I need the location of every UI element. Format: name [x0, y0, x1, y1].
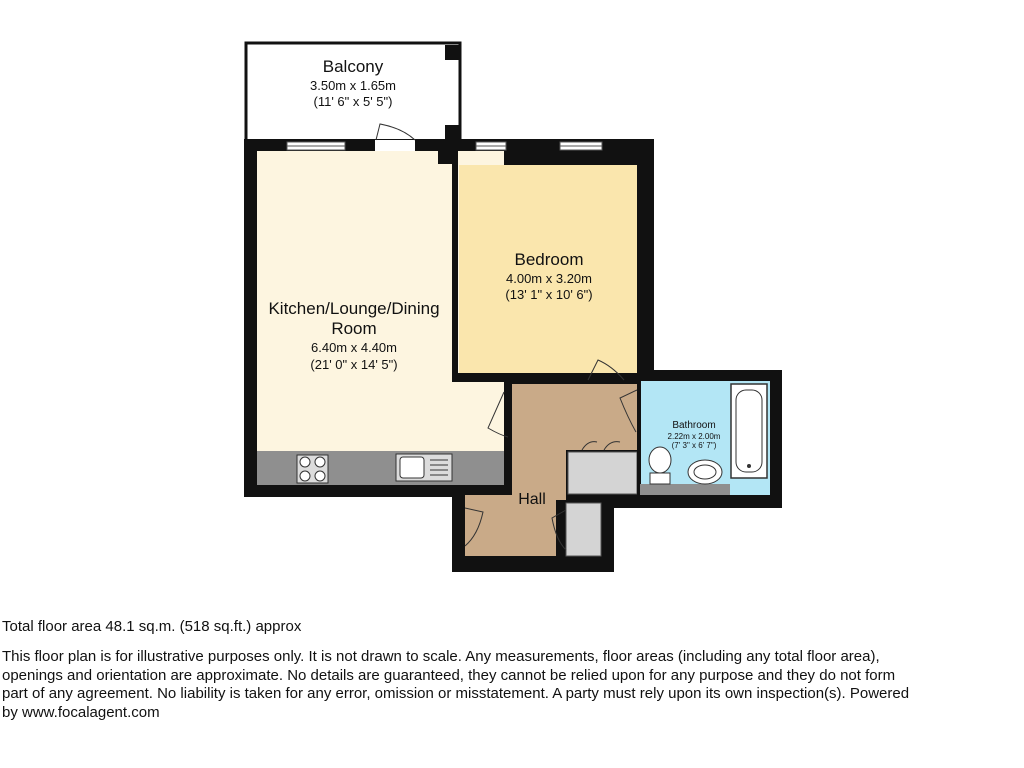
disclaimer-line: This floor plan is for illustrative purposes only. It is not drawn to scale. Any measurements, floor areas (including any total floor area),: [2, 648, 880, 665]
bathroom-floor-strip: [640, 484, 730, 495]
basin-icon: [688, 460, 722, 484]
balcony-door-opening: [375, 140, 415, 151]
hall-cupboard: [566, 503, 601, 556]
bathroom-name: Bathroom: [672, 420, 716, 431]
interior-wall: [504, 373, 512, 493]
balcony-name: Balcony: [322, 57, 384, 76]
interior-wall: [452, 373, 639, 382]
balcony-post: [445, 45, 460, 60]
balcony-size-metric: 3.50m x 1.65m: [310, 78, 396, 93]
kitchen-worktop: [257, 451, 504, 485]
interior-wall: [452, 150, 458, 380]
bedroom-size-metric: 4.00m x 3.20m: [506, 271, 592, 286]
bathtub-icon: [731, 384, 767, 478]
toilet-icon: [649, 447, 671, 484]
wall-pier: [533, 150, 541, 164]
total-floor-area: Total floor area 48.1 sq.m. (518 sq.ft.) approx: [2, 618, 302, 635]
hall-name: Hall: [518, 491, 546, 508]
hall-cupboard: [568, 452, 637, 494]
plan-footer: [2, 618, 1022, 722]
wall-pier: [514, 150, 522, 164]
window-icon: [476, 142, 506, 150]
disclaimer-line: by www.focalagent.com: [2, 703, 160, 721]
interior-wall: [637, 378, 641, 498]
disclaimer: [2, 648, 1022, 722]
hob-icon: [297, 455, 328, 483]
wall-pier: [438, 150, 458, 164]
disclaimer-line: part of any agreement. No liability is taken for any error, omission or misstatement. A party must rely upon its own inspection(s). Powered: [2, 685, 910, 702]
wall-pier: [626, 150, 638, 164]
bathroom-size-imperial: (7' 3" x 6' 7"): [671, 441, 717, 450]
bedroom-size-imperial: (13' 1" x 10' 6"): [505, 287, 593, 302]
sink-icon: [396, 454, 452, 481]
living-room-name: Kitchen/Lounge/Dining: [268, 299, 440, 318]
bathroom-size-metric: 2.22m x 2.00m: [667, 432, 721, 441]
living-room-name-line2: Room: [331, 319, 377, 338]
living-room-size-imperial: (21' 0" x 14' 5"): [310, 357, 398, 372]
window-icon: [560, 142, 602, 150]
disclaimer-line: openings and orientation are approximate. No details are guaranteed, they cannot be relied upon for any purpose and they do not form: [2, 666, 896, 684]
bedroom-name: Bedroom: [514, 250, 584, 269]
living-room-size-metric: 6.40m x 4.40m: [311, 340, 397, 355]
balcony-size-imperial: (11' 6" x 5' 5"): [313, 94, 393, 109]
window-icon: [287, 142, 345, 150]
